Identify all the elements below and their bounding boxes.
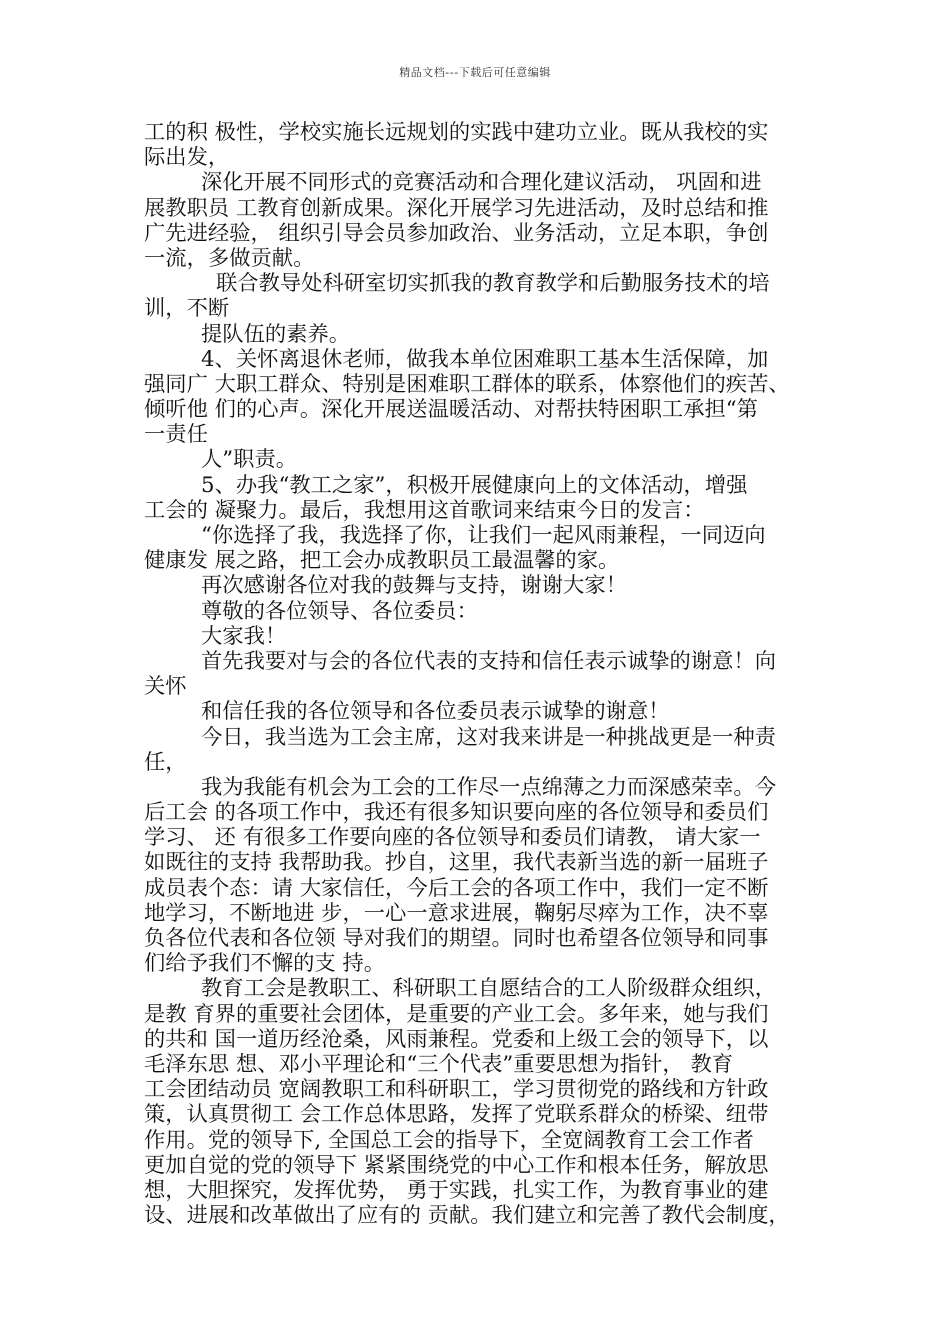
text-line: 如既往的支持 我帮助我。抄自，这里，我代表新当选的新一届班子 [144, 850, 769, 876]
text-line: 广先进经验， 组织引导会员参加政治、业务活动，立足本职，争创 [144, 220, 769, 246]
page-header: 精品文档---下载后可任意编辑 [399, 66, 551, 79]
text-line: 们给予我们不懈的支 持。 [144, 951, 386, 977]
text-line: 工会团结动员 宽阔教职工和科研职工，学习贯彻党的路线和方针政 [144, 1077, 769, 1103]
text-line: 一责任 [144, 422, 208, 448]
text-line: 成员表个态：请 大家信任，今后工会的各项工作中，我们一定不断 [144, 875, 769, 901]
text-line: 的共和 国一道历经沧桑，风雨兼程。党委和上级工会的领导下，以 [144, 1026, 769, 1052]
text-line: 任， [144, 749, 187, 775]
text-line: 负各位代表和各位领 导对我们的期望。同时也希望各位领导和同事 [144, 926, 769, 951]
text-line: 深化开展不同形式的竞赛活动和合理化建议活动， 巩固和进 [201, 170, 762, 196]
text-line: 际出发， [144, 145, 230, 171]
text-line: 我为我能有机会为工会的工作尽一点绵薄之力而深感荣幸。今 [201, 774, 777, 800]
text-line: 策，认真贯彻工 会工作总体思路，发挥了党联系群众的桥梁、纽带 [144, 1102, 769, 1128]
text-line: 后工会 的各项工作中，我还有很多知识要向座的各位领导和委员们 [144, 800, 769, 826]
text-line: 今日，我当选为工会主席，这对我来讲是一种挑战更是一种责 [201, 724, 777, 750]
text-line: 联合教导处科研室切实抓我的教育教学和后勤服务技术的培 [216, 271, 770, 297]
text-line: 工的积 极性，学校实施长远规划的实践中建功立业。既从我校的实 [144, 120, 769, 145]
document-body [144, 120, 814, 1228]
text-line: 和信任我的各位领导和各位委员表示诚挚的谢意！ [201, 699, 670, 725]
text-line: 设、进展和改革做出了应有的 贡献。我们建立和完善了教代会制度， [144, 1203, 790, 1229]
text-line: 人”职责。 [201, 447, 298, 473]
text-line: 4、关怀离退休老师，做我本单位困难职工基本生活保障，加 [201, 346, 769, 372]
text-line: 展教职员 工教育创新成果。深化开展学习先进活动，及时总结和推 [144, 195, 769, 221]
text-line: 作用。党的领导下, 全国总工会的指导下，全宽阔教育工会工作者 [144, 1127, 754, 1153]
text-line: 健康发 展之路，把工会办成教职员工最温馨的家。 [144, 548, 620, 574]
text-line: 强同广 大职工群众、特别是困难职工群体的联系，体察他们的疾苦、 [144, 371, 790, 397]
text-line: 关怀 [144, 674, 187, 700]
text-line: “你选择了我，我选择了你，让我们一起风雨兼程，一同迈向 [201, 523, 766, 548]
text-line: 想，大胆探究，发挥优势， 勇于实践，扎实工作，为教育事业的建 [144, 1177, 769, 1203]
text-line: 教育工会是教职工、科研职工自愿结合的工人阶级群众组织， [201, 976, 777, 1002]
text-line: 毛泽东思 想、邓小平理论和“三个代表”重要思想为指针， 教育 [144, 1051, 734, 1077]
text-line: 提队伍的素养。 [201, 321, 351, 347]
text-line: 大家我！ [201, 623, 287, 649]
text-line: 倾听他 们的心声。深化开展送温暖活动、对帮扶特困职工承担“第 [144, 397, 758, 423]
text-line: 是教 育界的重要社会团体，是重要的产业工会。多年来，她与我们 [144, 1001, 769, 1027]
text-line: 工会的 凝聚力。最后，我想用这首歌词来结束今日的发言： [144, 497, 705, 523]
text-line: 地学习，不断地进 步，一心一意求进展，鞠躬尽瘁为工作，决不辜 [144, 900, 769, 926]
text-line: 再次感谢各位对我的鼓舞与支持，谢谢大家！ [201, 573, 627, 599]
text-line: 5、办我“教工之家”，积极开展健康向上的文体活动，增强 [201, 472, 748, 498]
text-line: 训，不断 [144, 296, 230, 322]
text-line: 尊敬的各位领导、各位委员： [201, 598, 478, 624]
text-line: 学习、 还 有很多工作要向座的各位领导和委员们请教， 请大家一 [144, 825, 761, 851]
text-line: 一流，多做贡献。 [144, 245, 315, 271]
text-line: 首先我要对与会的各位代表的支持和信任表示诚挚的谢意！向 [201, 648, 777, 674]
text-line: 更加自觉的党的领导下 紧紧围绕党的中心工作和根本任务，解放思 [144, 1152, 769, 1178]
